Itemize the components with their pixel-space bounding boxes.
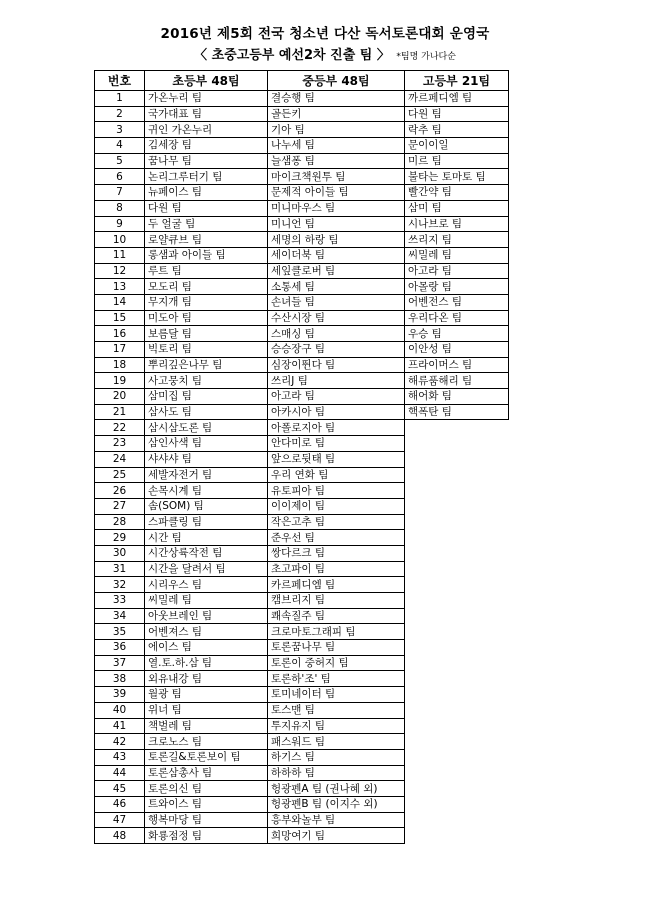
- row-number: 12: [95, 263, 145, 279]
- elementary-team-cell: 토론삼총사 팀: [145, 765, 268, 781]
- row-number: 45: [95, 781, 145, 797]
- elementary-team-cell: 두 얼굴 팀: [145, 216, 268, 232]
- high-team-cell: [405, 498, 509, 514]
- table-row: [95, 593, 509, 609]
- middle-team-cell: 앞으로뒷태 팀: [268, 451, 405, 467]
- middle-team-cell: 캠브리지 팀: [268, 593, 405, 609]
- table-row: [95, 185, 509, 201]
- row-number: 24: [95, 451, 145, 467]
- row-number: 27: [95, 498, 145, 514]
- row-number: 41: [95, 718, 145, 734]
- row-number: 19: [95, 373, 145, 389]
- row-number: 20: [95, 389, 145, 405]
- row-number: 42: [95, 734, 145, 750]
- elementary-team-cell: 토론길&토론보이 팀: [145, 749, 268, 765]
- middle-team-cell: 토스맨 팀: [268, 702, 405, 718]
- table-row: [95, 263, 509, 279]
- elementary-team-cell: 미도아 팀: [145, 310, 268, 326]
- table-row: [95, 577, 509, 593]
- middle-team-cell: 쾌속질주 팀: [268, 608, 405, 624]
- high-team-cell: 프라이머스 팀: [405, 357, 509, 373]
- table-row: [95, 514, 509, 530]
- table-header-row: [95, 71, 509, 91]
- high-team-cell: 쓰리지 팀: [405, 232, 509, 248]
- middle-team-cell: 헝광펜B 팀 (이지수 외): [268, 796, 405, 812]
- high-team-cell: [405, 812, 509, 828]
- table-row: [95, 561, 509, 577]
- high-team-cell: [405, 655, 509, 671]
- elementary-team-cell: 화룡점정 팀: [145, 828, 268, 844]
- table-row: [95, 153, 509, 169]
- elementary-team-cell: 보름달 팀: [145, 326, 268, 342]
- middle-team-cell: 세이더북 팀: [268, 247, 405, 263]
- row-number: 25: [95, 467, 145, 483]
- elementary-team-cell: 귀인 가온누리: [145, 122, 268, 138]
- row-number: 3: [95, 122, 145, 138]
- high-team-cell: 우승 팀: [405, 326, 509, 342]
- high-team-cell: 락추 팀: [405, 122, 509, 138]
- middle-team-cell: 결승행 팀: [268, 91, 405, 107]
- middle-team-cell: 쌍다르크 팀: [268, 545, 405, 561]
- elementary-team-cell: 뉴페이스 팀: [145, 185, 268, 201]
- row-number: 5: [95, 153, 145, 169]
- high-team-cell: [405, 451, 509, 467]
- row-number: 35: [95, 624, 145, 640]
- table-row: [95, 420, 509, 436]
- row-number: 8: [95, 200, 145, 216]
- elementary-team-cell: 크로노스 팀: [145, 734, 268, 750]
- elementary-team-cell: 삼사도 팀: [145, 404, 268, 420]
- sort-note: *팀명 가나다순: [396, 52, 456, 62]
- row-number: 28: [95, 514, 145, 530]
- row-number: 11: [95, 247, 145, 263]
- middle-team-cell: 세잎클로버 팀: [268, 263, 405, 279]
- middle-team-cell: 희망여기 팀: [268, 828, 405, 844]
- table-row: [95, 655, 509, 671]
- elementary-team-cell: 솜(SOM) 팀: [145, 498, 268, 514]
- table-row: [95, 734, 509, 750]
- middle-team-cell: 수산시장 팀: [268, 310, 405, 326]
- table-row: [95, 91, 509, 107]
- elementary-team-cell: 외유내강 팀: [145, 671, 268, 687]
- row-number: 26: [95, 483, 145, 499]
- elementary-team-cell: 열.토.하.삼 팀: [145, 655, 268, 671]
- table-row: [95, 687, 509, 703]
- row-number: 23: [95, 436, 145, 452]
- middle-team-cell: 우리 연화 팀: [268, 467, 405, 483]
- middle-team-cell: 유토피아 팀: [268, 483, 405, 499]
- table-row: [95, 530, 509, 546]
- table-row: [95, 169, 509, 185]
- elementary-team-cell: 시간을 달려서 팀: [145, 561, 268, 577]
- high-team-cell: 아고라 팀: [405, 263, 509, 279]
- table-row: [95, 812, 509, 828]
- header-elementary: 초등부 48팀: [145, 71, 268, 91]
- middle-team-cell: 카르페디엠 팀: [268, 577, 405, 593]
- elementary-team-cell: 가온누리 팀: [145, 91, 268, 107]
- high-team-cell: [405, 420, 509, 436]
- high-team-cell: [405, 608, 509, 624]
- row-number: 10: [95, 232, 145, 248]
- row-number: 18: [95, 357, 145, 373]
- high-team-cell: [405, 545, 509, 561]
- middle-team-cell: 세명의 하랑 팀: [268, 232, 405, 248]
- elementary-team-cell: 씨밀레 팀: [145, 593, 268, 609]
- middle-team-cell: 작은고추 팀: [268, 514, 405, 530]
- row-number: 31: [95, 561, 145, 577]
- row-number: 44: [95, 765, 145, 781]
- high-team-cell: [405, 640, 509, 656]
- elementary-team-cell: 세발자전거 팀: [145, 467, 268, 483]
- high-team-cell: [405, 796, 509, 812]
- table-row: [95, 357, 509, 373]
- middle-team-cell: 미니언 팀: [268, 216, 405, 232]
- table-row: [95, 200, 509, 216]
- middle-team-cell: 하하하 팀: [268, 765, 405, 781]
- elementary-team-cell: 모도리 팀: [145, 279, 268, 295]
- high-team-cell: 해어화 팀: [405, 389, 509, 405]
- table-row: [95, 749, 509, 765]
- middle-team-cell: 아고라 팀: [268, 389, 405, 405]
- elementary-team-cell: 에이스 팀: [145, 640, 268, 656]
- row-number: 7: [95, 185, 145, 201]
- table-row: [95, 122, 509, 138]
- elementary-team-cell: 월광 팀: [145, 687, 268, 703]
- elementary-team-cell: 토론의신 팀: [145, 781, 268, 797]
- elementary-team-cell: 로얄큐브 팀: [145, 232, 268, 248]
- middle-team-cell: 늘샘퐁 팀: [268, 153, 405, 169]
- table-row: [95, 608, 509, 624]
- middle-team-cell: 승승장구 팀: [268, 342, 405, 358]
- table-row: [95, 671, 509, 687]
- elementary-team-cell: 행복마당 팀: [145, 812, 268, 828]
- table-row: [95, 498, 509, 514]
- teams-table: [94, 70, 509, 844]
- middle-team-cell: 헝광펜A 팀 (권나혜 외): [268, 781, 405, 797]
- high-team-cell: [405, 561, 509, 577]
- table-row: [95, 326, 509, 342]
- page-title: 2016년 제5회 전국 청소년 다산 독서토론대회 운영국: [160, 26, 490, 42]
- high-team-cell: [405, 781, 509, 797]
- middle-team-cell: 투지유지 팀: [268, 718, 405, 734]
- table-row: [95, 451, 509, 467]
- middle-team-cell: 하기스 팀: [268, 749, 405, 765]
- high-team-cell: 미르 팀: [405, 153, 509, 169]
- elementary-team-cell: 김세장 팀: [145, 138, 268, 154]
- subtitle-main: 〈 초중고등부 예선2차 진출 팀 〉: [194, 48, 390, 63]
- table-row: [95, 765, 509, 781]
- high-team-cell: 까르페디엠 팀: [405, 91, 509, 107]
- table-row: [95, 404, 509, 420]
- middle-team-cell: 토미네이터 팀: [268, 687, 405, 703]
- middle-team-cell: 토론꿈나무 팀: [268, 640, 405, 656]
- middle-team-cell: 흥부와놀부 팀: [268, 812, 405, 828]
- row-number: 22: [95, 420, 145, 436]
- row-number: 33: [95, 593, 145, 609]
- table-row: [95, 545, 509, 561]
- middle-team-cell: 마이크책원투 팀: [268, 169, 405, 185]
- table-row: [95, 640, 509, 656]
- table-row: [95, 106, 509, 122]
- high-team-cell: 우리다온 팀: [405, 310, 509, 326]
- high-team-cell: [405, 577, 509, 593]
- high-team-cell: [405, 530, 509, 546]
- elementary-team-cell: 뿌리깊은나무 팀: [145, 357, 268, 373]
- middle-team-cell: 기아 팀: [268, 122, 405, 138]
- row-number: 15: [95, 310, 145, 326]
- high-team-cell: 빨간약 팀: [405, 185, 509, 201]
- table-row: [95, 310, 509, 326]
- middle-team-cell: 준우선 팀: [268, 530, 405, 546]
- elementary-team-cell: 롱샘과 아이들 팀: [145, 247, 268, 263]
- high-team-cell: [405, 749, 509, 765]
- table-row: [95, 232, 509, 248]
- middle-team-cell: 토론하'조' 팀: [268, 671, 405, 687]
- elementary-team-cell: 샤샤샤 팀: [145, 451, 268, 467]
- middle-team-cell: 크로마토그래피 팀: [268, 624, 405, 640]
- page-subtitle: [0, 44, 650, 63]
- elementary-team-cell: 트와이스 팀: [145, 796, 268, 812]
- row-number: 36: [95, 640, 145, 656]
- high-team-cell: [405, 718, 509, 734]
- middle-team-cell: 스매싱 팀: [268, 326, 405, 342]
- high-team-cell: [405, 671, 509, 687]
- table-row: [95, 796, 509, 812]
- table-row: [95, 624, 509, 640]
- row-number: 43: [95, 749, 145, 765]
- row-number: 13: [95, 279, 145, 295]
- row-number: 14: [95, 294, 145, 310]
- high-team-cell: 시나브로 팀: [405, 216, 509, 232]
- row-number: 9: [95, 216, 145, 232]
- middle-team-cell: 손녀들 팀: [268, 294, 405, 310]
- elementary-team-cell: 다원 팀: [145, 200, 268, 216]
- elementary-team-cell: 논리그루터기 팀: [145, 169, 268, 185]
- high-team-cell: [405, 702, 509, 718]
- table-row: [95, 294, 509, 310]
- elementary-team-cell: 위너 팀: [145, 702, 268, 718]
- middle-team-cell: 미니마우스 팀: [268, 200, 405, 216]
- elementary-team-cell: 루트 팀: [145, 263, 268, 279]
- row-number: 34: [95, 608, 145, 624]
- elementary-team-cell: 시간 팀: [145, 530, 268, 546]
- elementary-team-cell: 시간상륙작전 팀: [145, 545, 268, 561]
- elementary-team-cell: 삼인사색 팀: [145, 436, 268, 452]
- high-team-cell: 이안성 팀: [405, 342, 509, 358]
- middle-team-cell: 토론이 중허지 팀: [268, 655, 405, 671]
- row-number: 37: [95, 655, 145, 671]
- high-team-cell: [405, 514, 509, 530]
- elementary-team-cell: 국가대표 팀: [145, 106, 268, 122]
- high-team-cell: 어벤전스 팀: [405, 294, 509, 310]
- middle-team-cell: 안다미로 팀: [268, 436, 405, 452]
- table-row: [95, 467, 509, 483]
- row-number: 48: [95, 828, 145, 844]
- high-team-cell: 아몰랑 팀: [405, 279, 509, 295]
- header-number: 번호: [95, 71, 145, 91]
- middle-team-cell: 쓰리J 팀: [268, 373, 405, 389]
- high-team-cell: 해류품해리 팀: [405, 373, 509, 389]
- elementary-team-cell: 스파클링 팀: [145, 514, 268, 530]
- high-team-cell: [405, 624, 509, 640]
- table-row: [95, 781, 509, 797]
- high-team-cell: [405, 436, 509, 452]
- row-number: 6: [95, 169, 145, 185]
- table-row: [95, 702, 509, 718]
- high-team-cell: 핵폭탄 팀: [405, 404, 509, 420]
- row-number: 29: [95, 530, 145, 546]
- high-team-cell: [405, 734, 509, 750]
- middle-team-cell: 이이제이 팀: [268, 498, 405, 514]
- middle-team-cell: 골든키: [268, 106, 405, 122]
- row-number: 47: [95, 812, 145, 828]
- table-row: [95, 436, 509, 452]
- elementary-team-cell: 빅토리 팀: [145, 342, 268, 358]
- elementary-team-cell: 삼시삼도론 팀: [145, 420, 268, 436]
- row-number: 16: [95, 326, 145, 342]
- high-team-cell: 불타는 토마토 팀: [405, 169, 509, 185]
- elementary-team-cell: 아웃브레인 팀: [145, 608, 268, 624]
- row-number: 1: [95, 91, 145, 107]
- elementary-team-cell: 꿈나무 팀: [145, 153, 268, 169]
- table-row: [95, 373, 509, 389]
- middle-team-cell: 아카시아 팀: [268, 404, 405, 420]
- high-team-cell: 씨밀레 팀: [405, 247, 509, 263]
- row-number: 30: [95, 545, 145, 561]
- table-row: [95, 828, 509, 844]
- table-row: [95, 483, 509, 499]
- elementary-team-cell: 어벤져스 팀: [145, 624, 268, 640]
- row-number: 38: [95, 671, 145, 687]
- high-team-cell: 다원 팀: [405, 106, 509, 122]
- middle-team-cell: 문제적 아이들 팀: [268, 185, 405, 201]
- row-number: 39: [95, 687, 145, 703]
- elementary-team-cell: 책벌레 팀: [145, 718, 268, 734]
- header-high: 고등부 21팀: [405, 71, 509, 91]
- high-team-cell: [405, 687, 509, 703]
- high-team-cell: 삼미 팀: [405, 200, 509, 216]
- row-number: 17: [95, 342, 145, 358]
- table-row: [95, 138, 509, 154]
- elementary-team-cell: 시리우스 팀: [145, 577, 268, 593]
- middle-team-cell: 심장이뛴다 팀: [268, 357, 405, 373]
- row-number: 21: [95, 404, 145, 420]
- high-team-cell: [405, 483, 509, 499]
- elementary-team-cell: 무지개 팀: [145, 294, 268, 310]
- middle-team-cell: 패스워드 팀: [268, 734, 405, 750]
- table-row: [95, 718, 509, 734]
- table-row: [95, 279, 509, 295]
- elementary-team-cell: 삼미집 팀: [145, 389, 268, 405]
- row-number: 4: [95, 138, 145, 154]
- high-team-cell: [405, 828, 509, 844]
- high-team-cell: [405, 593, 509, 609]
- header-middle: 중등부 48팀: [268, 71, 405, 91]
- elementary-team-cell: 사고뭉치 팀: [145, 373, 268, 389]
- row-number: 46: [95, 796, 145, 812]
- middle-team-cell: 나누세 팀: [268, 138, 405, 154]
- table-row: [95, 216, 509, 232]
- table-row: [95, 389, 509, 405]
- high-team-cell: [405, 467, 509, 483]
- row-number: 40: [95, 702, 145, 718]
- row-number: 32: [95, 577, 145, 593]
- high-team-cell: 문이이일: [405, 138, 509, 154]
- table-row: [95, 342, 509, 358]
- row-number: 2: [95, 106, 145, 122]
- middle-team-cell: 소통세 팀: [268, 279, 405, 295]
- elementary-team-cell: 손목시계 팀: [145, 483, 268, 499]
- high-team-cell: [405, 765, 509, 781]
- middle-team-cell: 아폴로지아 팀: [268, 420, 405, 436]
- table-row: [95, 247, 509, 263]
- middle-team-cell: 초고파이 팀: [268, 561, 405, 577]
